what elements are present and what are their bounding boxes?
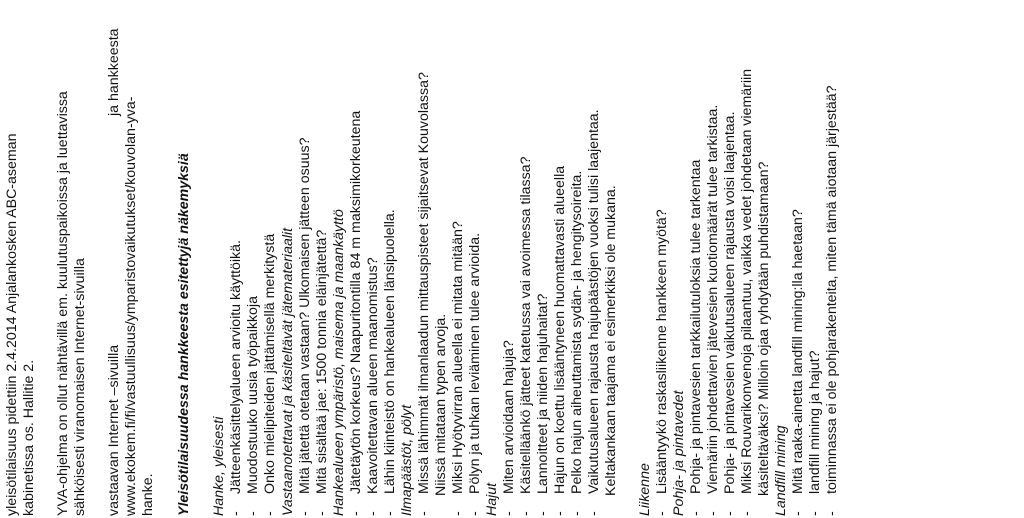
list-item-continuation: Niissä mitataan typen arvoja. xyxy=(433,313,449,496)
section-title-liikenne: Liikenne xyxy=(637,463,653,516)
section-title-pohjavedet: Pohja- ja pintavedet xyxy=(671,390,687,516)
para2-line-5: hanke. xyxy=(140,473,156,516)
section-title-hajut: Hajut xyxy=(484,482,500,516)
para2-line-2: sähköisesti viranomaisen Internet-sivuilla xyxy=(72,258,88,516)
section-title-landfill-mining: Landfill mining xyxy=(773,425,789,516)
para2-line-1: YVA-ohjelma on ollut nähtävillä em. kuulutuspaikoissa ja luettavissa xyxy=(55,91,71,516)
para2-line-3a: vastaavan Internet –sivuilla xyxy=(106,344,122,516)
para2-line-3b: ja hankkeesta xyxy=(106,28,122,116)
rotated-document-page: yleisötilaisuus pidettiin 2.4.2014 Anjalankosken ABC-aseman kabinetissa os. Hallitie 2. YVA-ohjelma on ollut nähtävillä em. kuulutuspaikoissa ja luettavissa sähköisesti viranomaisen Internet-sivuilla vastaavan Internet –sivuilla ja hankkeesta www.ekokem.fi/fi/vastuullisuus/ymparistovaikutukset/kouvolan-yva- hanke. Yleisötilaisuudessa hankkeesta esitettyjä näkemyksiä Hanke, yleisesti - Jätteenkäsittelyalueen arvioitu käyttöikä. - Muodostuuko uusia työpaikkoja - Onko mielipiteiden jättämisellä merkitystä Vastaanotettavat ja käsiteltävät jätemateriaalit - Mitä jätettä otetaan vastaan? Ulkomaisen jätteen osuus? - Mitä sisältää jae: 1500 tonnia eläinjätettä? Hankealueen ympäristö, maisema ja maankäyttö - Jätetäytön korkeus? Naapuritontilla 84 m maksimikorkeutena - Kaavoitettavan alueen maanomistus? - Lähin kiinteistö on hankealueen länsipuolella. Ilmapäästöt, pölyt - Missä lähimmät ilmanlaadun mittauspisteet sijaitsevat Kouvolassa? Niissä mitataan typen arvoja. - Miksi Hyötyvirran alueella ei mitata mitään? - Pölyn ja tuhkan leviäminen tulee arvioida. Hajut - Miten arvioidaan hajuja? - Käsitelläänkö jätteet katetussa vai avoimessa tilassa? - Lannoitteet ja niiden hajuhaitat? - Hajun on koettu lisääntyneen huomattavasti alueella - Pelko hajun aiheuttamista sydän- ja hengitysoireita. - Vaikutusalueen rajausta hajupäästöjen vuoksi tulisi laajentaa. Keltakankaan taajama ei esimerkiksi ole mukana. Liikenne - Lisääntyykö raskasliikenne hankkeen myötä? Pohja- ja pintavedet - Pohja- ja pintavesien tarkkailutuloksia tulee tarkentaa - Viemäriin johdettavien jätevesien kuotiomäärät tulee tarkistaa. - Pohja- ja pintavesien vaikutusalueen rajausta voisi laajentaa. - Miksi Rouvarikonvenoja pilaantuu, vaikka vedet johdetaan viemäriin käsiteltäväksi? Milloin ojaa ryhdytään puhdistamaan? Landfill mining - Mitä raaka-ainetta landfill mining:lla haetaan? - landfill mining ja hajut? - toiminnassa ei ole pohjarakenteita, miten tämä aiotaan järjestää? xyxy=(0,0,1024,518)
list-item-continuation: Keltakankaan taajama ei esimerkiksi ole mukana. xyxy=(603,185,619,496)
intro-line-1: yleisötilaisuus pidettiin 2.4.2014 Anjalankosken ABC-aseman xyxy=(4,133,20,516)
section-title-ilmapaastot: Ilmapäästöt, pölyt xyxy=(399,404,415,516)
intro-line-2: kabinetissa os. Hallitie 2. xyxy=(21,359,37,516)
section-title-hanke: Hanke, yleisesti xyxy=(211,416,227,516)
list-item-continuation: käsiteltäväksi? Milloin ojaa ryhdytään puhdistamaan? xyxy=(756,161,772,496)
para2-url-line: www.ekokem.fi/fi/vastuullisuus/ymparistovaikutukset/kouvolan-yva- xyxy=(123,96,139,516)
section-title-jatemateriaalit: Vastaanotettavat ja käsiteltävät jätemateriaalit xyxy=(280,227,296,516)
section-heading: Yleisötilaisuudessa hankkeesta esitettyjä näkemyksiä xyxy=(176,153,192,516)
section-title-ymparisto: Hankealueen ympäristö, maisema ja maankäyttö xyxy=(331,209,347,516)
